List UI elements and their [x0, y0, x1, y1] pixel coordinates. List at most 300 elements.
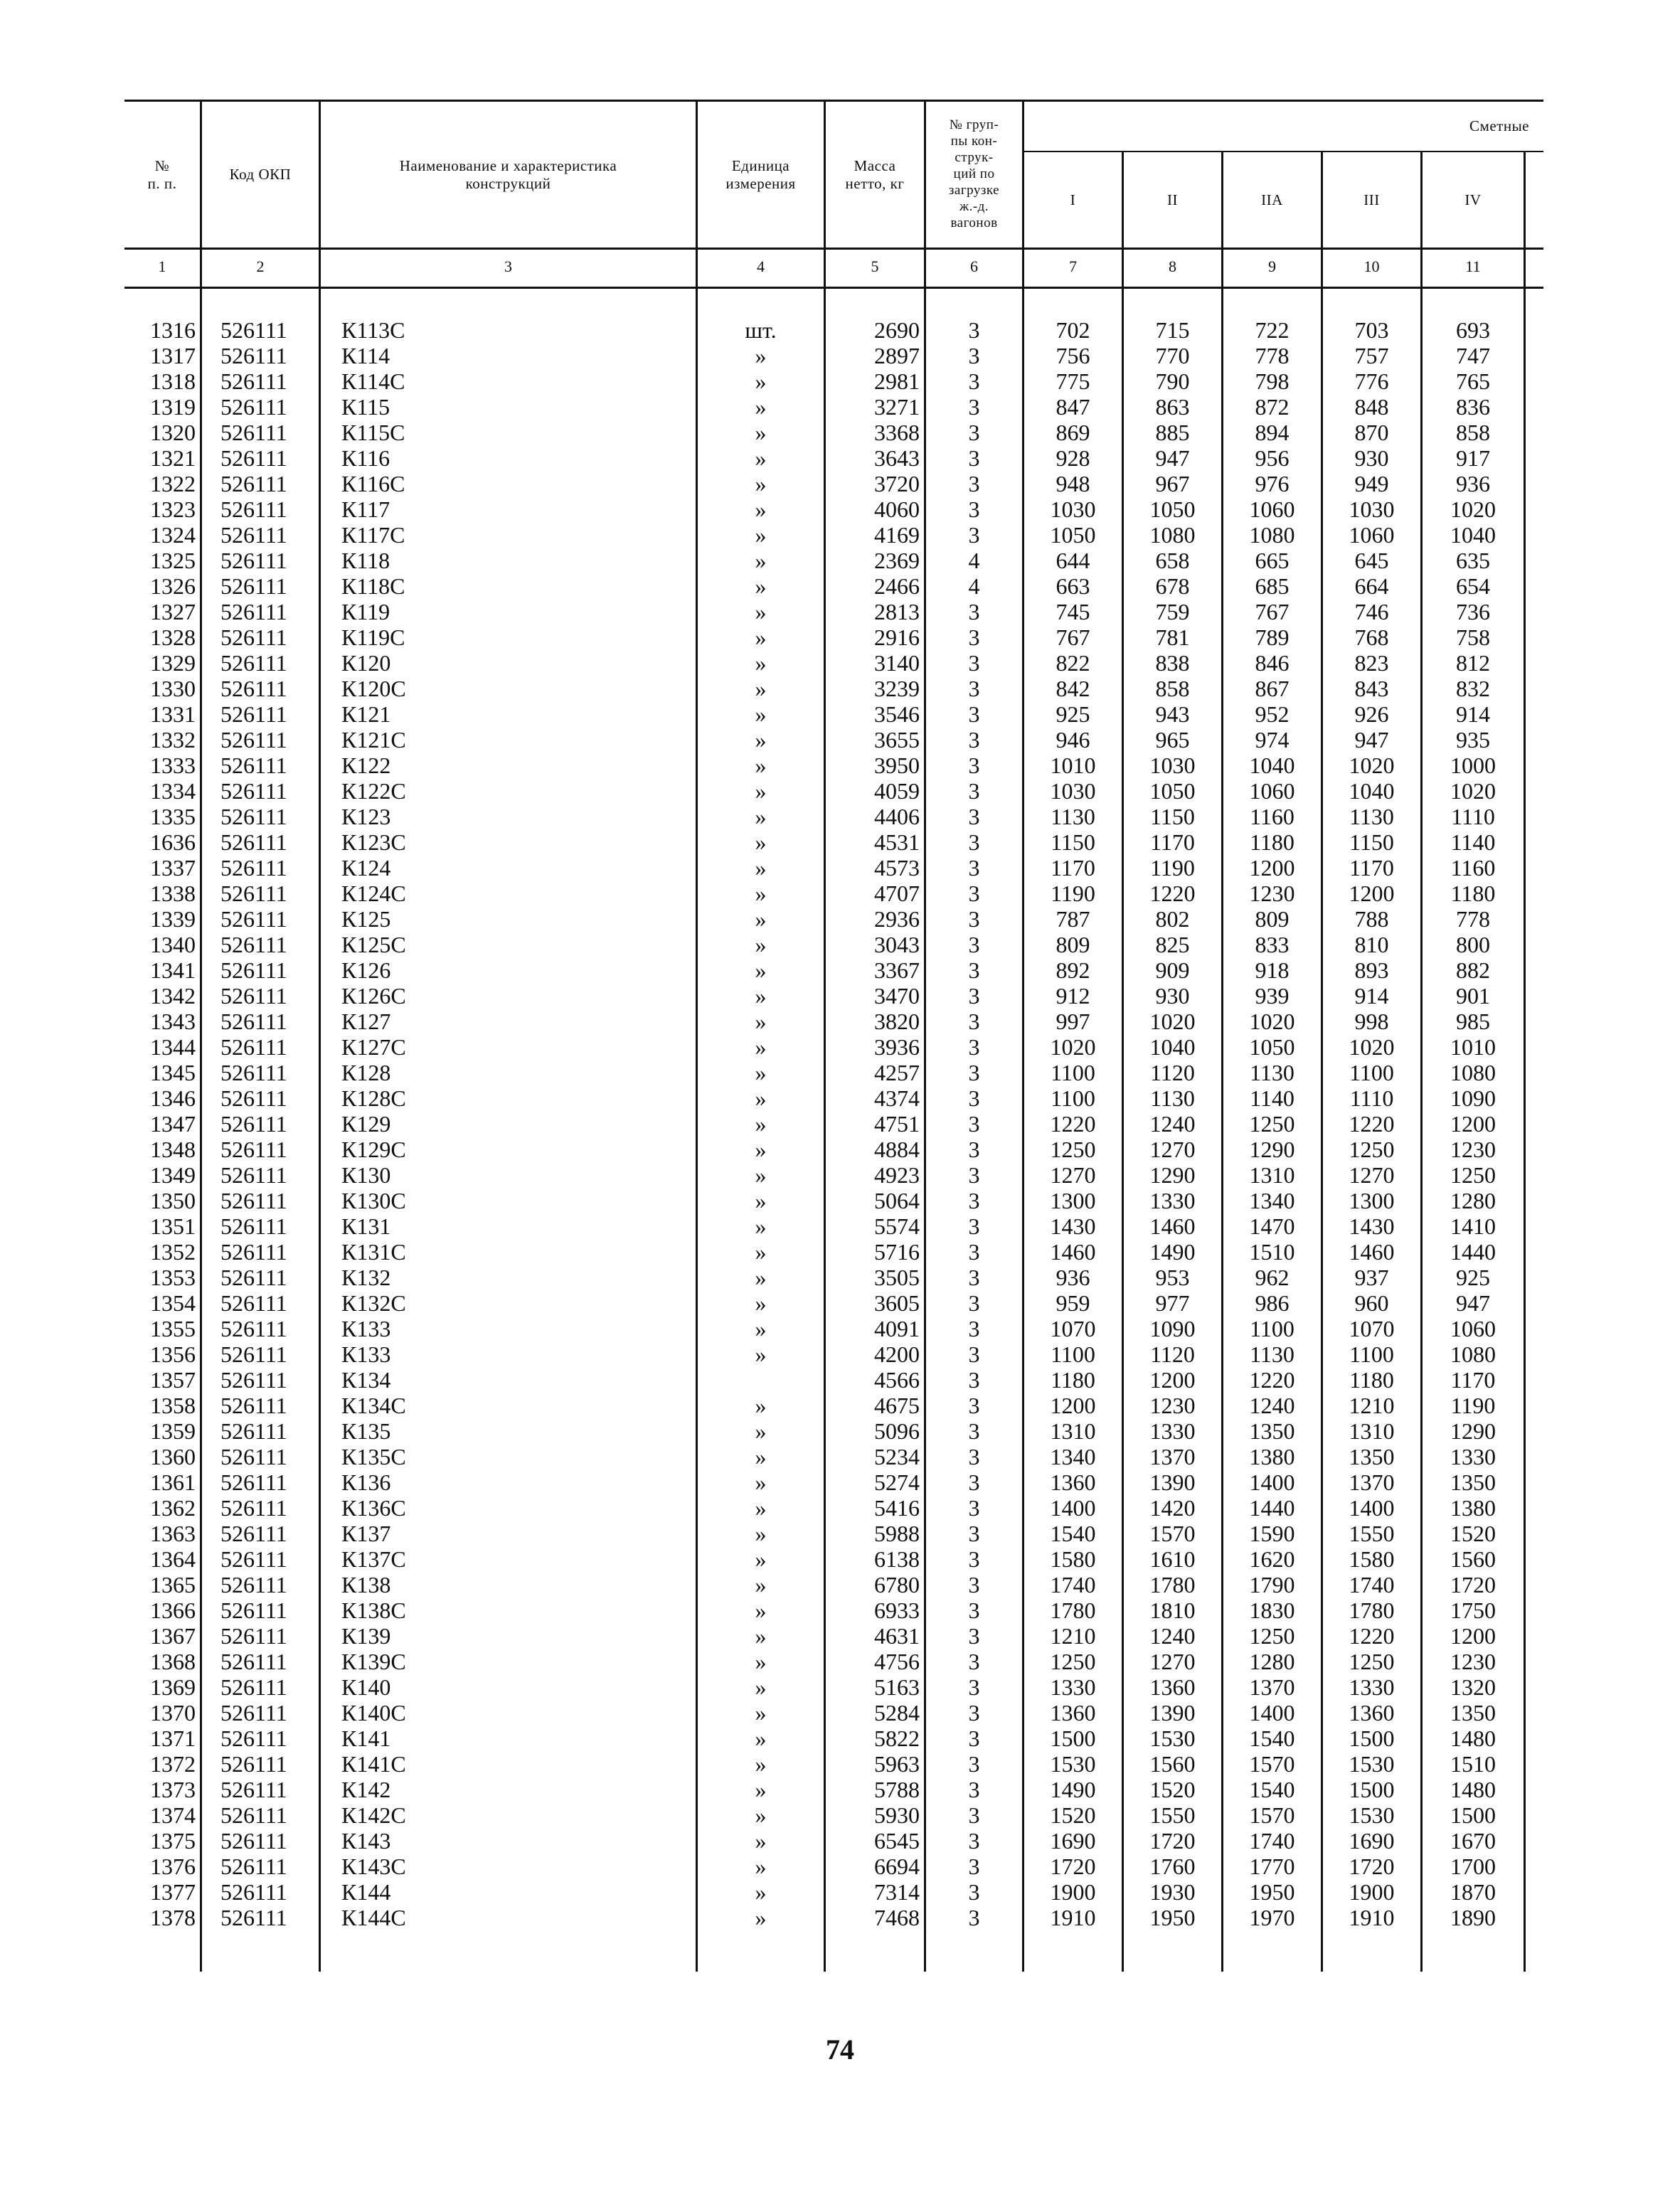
cell-unit: » [755, 599, 767, 624]
table-row [0, 1367, 1680, 1393]
cell-zone-1: 1100 [1051, 1341, 1095, 1367]
cell-mass: 4923 [874, 1162, 920, 1188]
cell-construction-name: К125С [341, 932, 406, 957]
cell-row-number: 1331 [150, 701, 196, 727]
cell-zone-4: 1020 [1450, 496, 1496, 522]
cell-zone-1: 1540 [1050, 1521, 1096, 1546]
cell-wagon-group: 3 [968, 1700, 980, 1726]
cell-okp-code: 526111 [220, 1341, 287, 1367]
cell-wagon-group: 3 [968, 1290, 980, 1316]
colnum-9: 9 [1268, 257, 1276, 275]
cell-wagon-group: 3 [968, 1418, 980, 1444]
table-row [0, 1060, 1680, 1085]
cell-zone-2: 1550 [1149, 1802, 1196, 1828]
cell-zone-2a: 986 [1255, 1290, 1290, 1316]
cell-wagon-group: 3 [968, 394, 980, 420]
cell-construction-name: К142 [341, 1777, 391, 1802]
page-number: 74 [826, 2034, 854, 2066]
colnum-8: 8 [1169, 257, 1176, 275]
cell-zone-1: 809 [1056, 932, 1090, 957]
cell-okp-code: 526111 [220, 317, 287, 343]
cell-mass: 6933 [874, 1597, 920, 1623]
colnum-1: 1 [158, 257, 166, 275]
cell-wagon-group: 3 [968, 1265, 980, 1290]
cell-zone-4: 1280 [1450, 1188, 1496, 1213]
cell-mass: 4406 [874, 804, 920, 829]
cell-okp-code: 526111 [220, 368, 287, 394]
table-row [0, 317, 1680, 343]
table-row [0, 1111, 1680, 1137]
header-unit: Единица измерения [725, 156, 796, 192]
table-row [0, 1034, 1680, 1060]
cell-construction-name: К135 [341, 1418, 391, 1444]
cell-wagon-group: 3 [968, 1060, 980, 1085]
cell-zone-2a: 1470 [1249, 1213, 1295, 1239]
table-row [0, 1393, 1680, 1418]
cell-zone-3: 1030 [1349, 496, 1395, 522]
cell-construction-name: К115С [341, 420, 405, 445]
cell-row-number: 1324 [150, 522, 196, 548]
cell-wagon-group: 3 [968, 1828, 980, 1854]
cell-zone-1: 1740 [1050, 1572, 1096, 1597]
cell-zone-2a: 809 [1255, 906, 1290, 932]
cell-unit: » [755, 1674, 767, 1700]
cell-unit: » [755, 778, 767, 804]
cell-construction-name: К131С [341, 1239, 406, 1265]
cell-construction-name: К135С [341, 1444, 406, 1469]
cell-zone-2a: 1350 [1249, 1418, 1295, 1444]
cell-zone-2: 1390 [1149, 1469, 1196, 1495]
cell-wagon-group: 3 [968, 1341, 980, 1367]
cell-unit: » [755, 445, 767, 471]
cell-construction-name: К116 [341, 445, 390, 471]
cell-mass: 2813 [874, 599, 920, 624]
cell-mass: 4257 [874, 1060, 920, 1085]
cell-okp-code: 526111 [220, 701, 287, 727]
cell-zone-2a: 1620 [1249, 1546, 1295, 1572]
cell-mass: 3720 [874, 471, 920, 496]
cell-zone-1: 1190 [1051, 881, 1095, 906]
colnum-4: 4 [757, 257, 765, 275]
table-row [0, 1854, 1680, 1879]
cell-wagon-group: 3 [968, 983, 980, 1009]
cell-zone-2a: 833 [1255, 932, 1290, 957]
cell-wagon-group: 3 [968, 1444, 980, 1469]
cell-zone-2: 1530 [1149, 1726, 1196, 1751]
cell-zone-2a: 1790 [1249, 1572, 1295, 1597]
cell-zone-1: 1360 [1050, 1469, 1096, 1495]
cell-zone-1: 1220 [1050, 1111, 1096, 1137]
cell-zone-4: 1060 [1450, 1316, 1496, 1341]
cell-zone-4: 1040 [1450, 522, 1496, 548]
cell-wagon-group: 3 [968, 1495, 980, 1521]
cell-zone-4: 925 [1456, 1265, 1490, 1290]
cell-mass: 6138 [874, 1546, 920, 1572]
cell-okp-code: 526111 [220, 753, 287, 778]
cell-zone-2a: 976 [1255, 471, 1290, 496]
cell-mass: 5822 [874, 1726, 920, 1751]
table-row [0, 1546, 1680, 1572]
cell-row-number: 1322 [150, 471, 196, 496]
cell-construction-name: К115 [341, 394, 390, 420]
cell-zone-2a: 918 [1255, 957, 1290, 983]
cell-wagon-group: 3 [968, 1034, 980, 1060]
cell-zone-1: 1530 [1050, 1751, 1096, 1777]
cell-unit: » [755, 1879, 767, 1905]
cell-unit: » [755, 1623, 767, 1649]
cell-zone-1: 869 [1056, 420, 1090, 445]
cell-okp-code: 526111 [220, 881, 287, 906]
cell-row-number: 1333 [150, 753, 196, 778]
cell-mass: 5416 [874, 1495, 920, 1521]
cell-zone-2a: 962 [1255, 1265, 1290, 1290]
cell-okp-code: 526111 [220, 1469, 287, 1495]
cell-construction-name: К142С [341, 1802, 406, 1828]
cell-okp-code: 526111 [220, 1649, 287, 1674]
cell-row-number: 1328 [150, 624, 196, 650]
cell-row-number: 1359 [150, 1418, 196, 1444]
table-row [0, 881, 1680, 906]
cell-zone-1: 1360 [1050, 1700, 1096, 1726]
cell-construction-name: К144 [341, 1879, 391, 1905]
cell-construction-name: К116С [341, 471, 405, 496]
cell-zone-2a: 1020 [1249, 1009, 1295, 1034]
cell-wagon-group: 3 [968, 1085, 980, 1111]
cell-zone-2: 838 [1155, 650, 1190, 676]
cell-unit: » [755, 1009, 767, 1034]
cell-mass: 6694 [874, 1854, 920, 1879]
cell-zone-1: 767 [1056, 624, 1090, 650]
cell-row-number: 1330 [150, 676, 196, 701]
cell-mass: 2936 [874, 906, 920, 932]
cell-zone-4: 1330 [1450, 1444, 1496, 1469]
cell-zone-1: 1500 [1050, 1726, 1096, 1751]
cell-construction-name: К133 [341, 1341, 391, 1367]
cell-zone-3: 810 [1354, 932, 1389, 957]
cell-construction-name: К128С [341, 1085, 406, 1111]
cell-okp-code: 526111 [220, 1111, 287, 1137]
cell-zone-4: 778 [1456, 906, 1490, 932]
cell-wagon-group: 4 [968, 573, 980, 599]
cell-zone-1: 925 [1056, 701, 1090, 727]
cell-zone-2: 1120 [1150, 1341, 1195, 1367]
cell-zone-1: 1250 [1050, 1649, 1096, 1674]
cell-mass: 4091 [874, 1316, 920, 1341]
cell-wagon-group: 3 [968, 855, 980, 881]
cell-row-number: 1337 [150, 855, 196, 881]
cell-zone-2: 1170 [1150, 829, 1195, 855]
cell-zone-3: 1530 [1349, 1751, 1395, 1777]
cell-zone-4: 1480 [1450, 1777, 1496, 1802]
cell-zone-3: 1130 [1349, 804, 1394, 829]
cell-row-number: 1349 [150, 1162, 196, 1188]
cell-zone-1: 936 [1056, 1265, 1090, 1290]
cell-zone-3: 893 [1354, 957, 1389, 983]
cell-wagon-group: 3 [968, 496, 980, 522]
cell-zone-3: 843 [1354, 676, 1389, 701]
cell-zone-2: 909 [1155, 957, 1190, 983]
cell-zone-3: 1250 [1349, 1137, 1395, 1162]
cell-mass: 2466 [874, 573, 920, 599]
cell-mass: 7468 [874, 1905, 920, 1930]
cell-zone-2a: 1050 [1249, 1034, 1295, 1060]
cell-zone-3: 1020 [1349, 753, 1395, 778]
cell-zone-3: 1150 [1349, 829, 1394, 855]
cell-zone-2a: 1280 [1249, 1649, 1295, 1674]
cell-mass: 3655 [874, 727, 920, 753]
cell-wagon-group: 3 [968, 1162, 980, 1188]
cell-zone-2: 1420 [1149, 1495, 1196, 1521]
cell-zone-1: 959 [1056, 1290, 1090, 1316]
colnum-11: 11 [1465, 257, 1481, 275]
cell-construction-name: К144С [341, 1905, 406, 1930]
cell-wagon-group: 3 [968, 420, 980, 445]
cell-unit: » [755, 1034, 767, 1060]
cell-zone-3: 1220 [1349, 1111, 1395, 1137]
cell-row-number: 1340 [150, 932, 196, 957]
table-row [0, 1469, 1680, 1495]
cell-row-number: 1354 [150, 1290, 196, 1316]
cell-zone-2: 1080 [1149, 522, 1196, 548]
cell-zone-1: 1100 [1051, 1085, 1095, 1111]
cell-mass: 3271 [874, 394, 920, 420]
cell-zone-2: 1520 [1149, 1777, 1196, 1802]
cell-construction-name: К134 [341, 1367, 391, 1393]
cell-construction-name: К129С [341, 1137, 406, 1162]
cell-construction-name: К122 [341, 753, 391, 778]
cell-unit: » [755, 1495, 767, 1521]
cell-okp-code: 526111 [220, 1521, 287, 1546]
cell-zone-4: 1160 [1450, 855, 1496, 881]
cell-unit: » [755, 1572, 767, 1597]
cell-unit: » [755, 676, 767, 701]
cell-row-number: 1361 [150, 1469, 196, 1495]
cell-zone-2: 715 [1155, 317, 1190, 343]
cell-zone-2a: 894 [1255, 420, 1290, 445]
cell-zone-2a: 1100 [1250, 1316, 1294, 1341]
cell-okp-code: 526111 [220, 394, 287, 420]
cell-zone-2: 1050 [1149, 778, 1196, 804]
cell-okp-code: 526111 [220, 1802, 287, 1828]
cell-okp-code: 526111 [220, 1137, 287, 1162]
cell-zone-4: 1350 [1450, 1700, 1496, 1726]
cell-mass: 4200 [874, 1341, 920, 1367]
cell-wagon-group: 3 [968, 1137, 980, 1162]
cell-wagon-group: 3 [968, 1546, 980, 1572]
cell-okp-code: 526111 [220, 727, 287, 753]
cell-mass: 3470 [874, 983, 920, 1009]
cell-zone-1: 1100 [1051, 1060, 1095, 1085]
cell-row-number: 1327 [150, 599, 196, 624]
cell-row-number: 1376 [150, 1854, 196, 1879]
cell-zone-1: 1210 [1050, 1623, 1096, 1649]
cell-construction-name: К132С [341, 1290, 406, 1316]
cell-zone-3: 926 [1354, 701, 1389, 727]
cell-zone-4: 985 [1456, 1009, 1490, 1034]
cell-row-number: 1321 [150, 445, 196, 471]
cell-wagon-group: 3 [968, 1726, 980, 1751]
cell-construction-name: К126 [341, 957, 391, 983]
cell-mass: 3546 [874, 701, 920, 727]
table-row [0, 753, 1680, 778]
cell-row-number: 1378 [150, 1905, 196, 1930]
cell-construction-name: К140С [341, 1700, 406, 1726]
cell-row-number: 1329 [150, 650, 196, 676]
cell-zone-3: 1530 [1349, 1802, 1395, 1828]
cell-mass: 6545 [874, 1828, 920, 1854]
cell-unit: » [755, 1777, 767, 1802]
cell-zone-2a: 1130 [1250, 1060, 1294, 1085]
cell-okp-code: 526111 [220, 1393, 287, 1418]
cell-zone-2: 1950 [1149, 1905, 1196, 1930]
cell-zone-3: 1310 [1349, 1418, 1395, 1444]
table-row [0, 676, 1680, 701]
cell-zone-1: 1460 [1050, 1239, 1096, 1265]
cell-zone-4: 1890 [1450, 1905, 1496, 1930]
cell-zone-1: 928 [1056, 445, 1090, 471]
cell-zone-1: 1010 [1050, 753, 1096, 778]
cell-okp-code: 526111 [220, 804, 287, 829]
cell-construction-name: К130 [341, 1162, 391, 1188]
table-row [0, 1674, 1680, 1700]
cell-okp-code: 526111 [220, 983, 287, 1009]
table-row [0, 1751, 1680, 1777]
cell-mass: 5274 [874, 1469, 920, 1495]
cell-zone-1: 1180 [1051, 1367, 1095, 1393]
cell-zone-1: 1300 [1050, 1188, 1096, 1213]
cell-zone-2a: 1570 [1249, 1751, 1295, 1777]
cell-zone-1: 1030 [1050, 496, 1096, 522]
table-row [0, 1137, 1680, 1162]
cell-zone-4: 901 [1456, 983, 1490, 1009]
cell-zone-3: 788 [1354, 906, 1389, 932]
cell-zone-2a: 1240 [1249, 1393, 1295, 1418]
cell-wagon-group: 3 [968, 1905, 980, 1930]
cell-okp-code: 526111 [220, 778, 287, 804]
cell-unit: » [755, 394, 767, 420]
cell-okp-code: 526111 [220, 1854, 287, 1879]
cell-row-number: 1351 [150, 1213, 196, 1239]
cell-zone-3: 1200 [1349, 881, 1395, 906]
table-row [0, 471, 1680, 496]
cell-unit: » [755, 1213, 767, 1239]
cell-unit: » [755, 1521, 767, 1546]
cell-unit: » [755, 701, 767, 727]
cell-wagon-group: 3 [968, 368, 980, 394]
cell-zone-3: 1430 [1349, 1213, 1395, 1239]
cell-zone-2a: 1570 [1249, 1802, 1295, 1828]
table-row [0, 1239, 1680, 1265]
cell-row-number: 1320 [150, 420, 196, 445]
cell-okp-code: 526111 [220, 343, 287, 368]
cell-construction-name: К117 [341, 496, 390, 522]
cell-okp-code: 526111 [220, 1777, 287, 1802]
cell-okp-code: 526111 [220, 1188, 287, 1213]
cell-zone-3: 1900 [1349, 1879, 1395, 1905]
cell-zone-2a: 722 [1255, 317, 1290, 343]
cell-zone-2a: 1160 [1250, 804, 1294, 829]
cell-zone-2a: 798 [1255, 368, 1290, 394]
cell-zone-1: 1150 [1051, 829, 1095, 855]
header-zone-4: IV [1464, 191, 1482, 208]
cell-mass: 5930 [874, 1802, 920, 1828]
cell-zone-1: 1340 [1050, 1444, 1096, 1469]
cell-mass: 2897 [874, 343, 920, 368]
cell-okp-code: 526111 [220, 1572, 287, 1597]
cell-unit: » [755, 1469, 767, 1495]
cell-zone-4: 936 [1456, 471, 1490, 496]
cell-unit: » [755, 624, 767, 650]
header-zone-2a: IIА [1261, 191, 1283, 208]
header-estimate-group: Сметные [1469, 117, 1529, 134]
cell-zone-3: 757 [1354, 343, 1389, 368]
cell-construction-name: К127 [341, 1009, 391, 1034]
cell-zone-4: 736 [1456, 599, 1490, 624]
cell-construction-name: К138 [341, 1572, 391, 1597]
cell-okp-code: 526111 [220, 1700, 287, 1726]
table-row [0, 1777, 1680, 1802]
colnum-5: 5 [871, 257, 879, 275]
cell-unit: » [755, 1802, 767, 1828]
cell-wagon-group: 3 [968, 932, 980, 957]
table-row [0, 1341, 1680, 1367]
cell-wagon-group: 3 [968, 1393, 980, 1418]
cell-zone-2: 1270 [1149, 1649, 1196, 1674]
cell-row-number: 1334 [150, 778, 196, 804]
cell-unit: » [755, 1649, 767, 1674]
cell-mass: 4884 [874, 1137, 920, 1162]
cell-zone-3: 1170 [1349, 855, 1394, 881]
cell-zone-4: 1670 [1450, 1828, 1496, 1854]
cell-mass: 5234 [874, 1444, 920, 1469]
table-row [0, 1418, 1680, 1444]
cell-wagon-group: 3 [968, 1751, 980, 1777]
cell-okp-code: 526111 [220, 1905, 287, 1930]
cell-zone-2a: 1400 [1249, 1700, 1295, 1726]
cell-construction-name: К140 [341, 1674, 391, 1700]
table-row [0, 1572, 1680, 1597]
cell-okp-code: 526111 [220, 650, 287, 676]
cell-mass: 4675 [874, 1393, 920, 1418]
cell-zone-2: 1810 [1149, 1597, 1196, 1623]
table-row [0, 573, 1680, 599]
cell-mass: 4566 [874, 1367, 920, 1393]
cell-wagon-group: 3 [968, 727, 980, 753]
cell-okp-code: 526111 [220, 496, 287, 522]
cell-row-number: 1371 [150, 1726, 196, 1751]
cell-zone-1: 1310 [1050, 1418, 1096, 1444]
cell-zone-3: 1720 [1349, 1854, 1395, 1879]
cell-wagon-group: 3 [968, 1111, 980, 1137]
cell-zone-2a: 778 [1255, 343, 1290, 368]
cell-zone-2a: 939 [1255, 983, 1290, 1009]
cell-mass: 3950 [874, 753, 920, 778]
cell-wagon-group: 3 [968, 1469, 980, 1495]
header-zone-1: I [1070, 191, 1076, 208]
cell-zone-4: 882 [1456, 957, 1490, 983]
cell-row-number: 1348 [150, 1137, 196, 1162]
cell-unit: » [755, 855, 767, 881]
cell-row-number: 1363 [150, 1521, 196, 1546]
cell-zone-4: 1510 [1450, 1751, 1496, 1777]
cell-zone-2a: 952 [1255, 701, 1290, 727]
cell-zone-4: 1080 [1450, 1060, 1496, 1085]
cell-row-number: 1365 [150, 1572, 196, 1597]
cell-mass: 2981 [874, 368, 920, 394]
cell-okp-code: 526111 [220, 1316, 287, 1341]
cell-construction-name: К120 [341, 650, 391, 676]
cell-okp-code: 526111 [220, 599, 287, 624]
